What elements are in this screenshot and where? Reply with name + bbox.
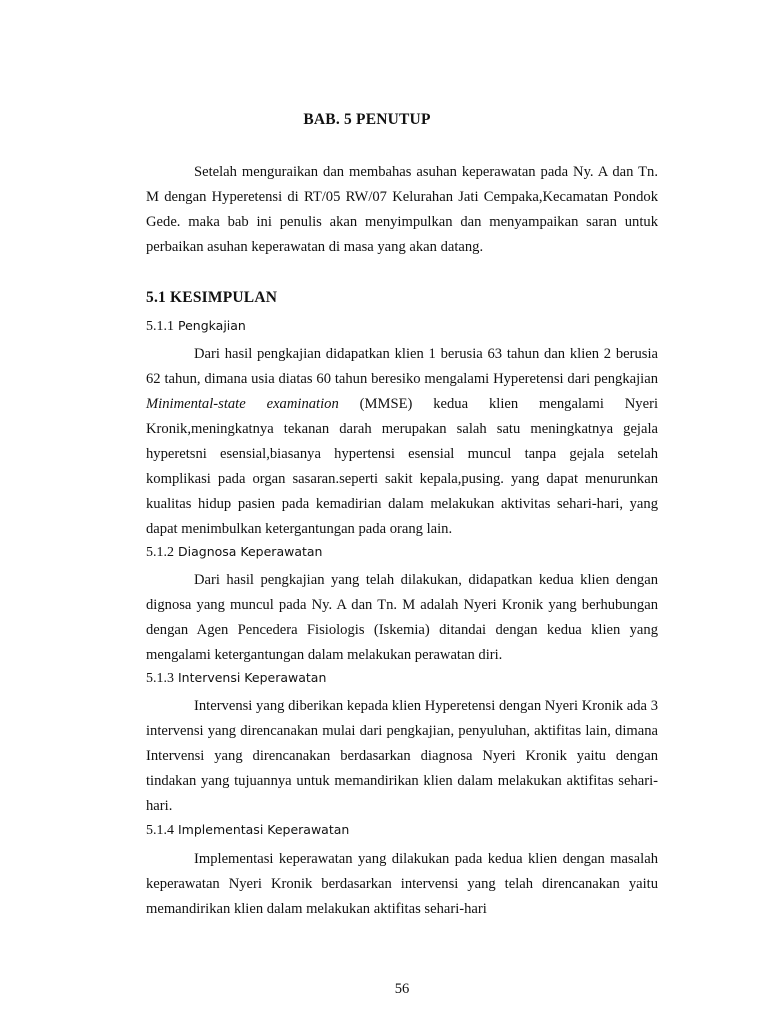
subsection-number: 5.1.2 (146, 545, 174, 560)
subsection-label: Diagnosa Keperawatan (178, 544, 323, 559)
section-heading: 5.1 KESIMPULAN (146, 289, 278, 306)
subsection-heading-pengkajian (146, 318, 246, 335)
paragraph-text: (MMSE) kedua klien mengalami Nyeri Kronik,meningkatnya tekanan darah merupakan salah satu meningkatnya gejala hyperetsni esensial,biasanya hypertensi esensial muncul tanpa gejala setelah komplikasi pada organ sasaran.seperti sakit kepala,pusing. yang dapat menurunkan kualitas hidup pasien pada kemadirian dalam melakukan aktivitas sehari-hari, yang dapat menimbulkan ketergantungan pada orang lain. (146, 396, 658, 537)
subsection-paragraph-pengkajian (146, 342, 658, 542)
page-number: 56 (394, 981, 410, 997)
chapter-title: BAB. 5 PENUTUP (303, 111, 431, 128)
italic-term: Minimental-state examination (146, 396, 339, 412)
intro-paragraph: Setelah menguraikan dan membahas asuhan keperawatan pada Ny. A dan Tn. M dengan Hyperetensi di RT/05 RW/07 Kelurahan Jati Cempaka,Kecamatan Pondok Gede. maka bab ini penulis akan menyimpulkan dan menyampaikan saran untuk perbaikan asuhan keperawatan di masa yang akan datang. (146, 164, 658, 255)
paragraph-text: Dari hasil pengkajian didapatkan klien 1 berusia 63 tahun dan klien 2 berusia 62 tahun, dimana usia diatas 60 tahun beresiko mengalami Hyperetensi dari pengkajian (146, 346, 658, 387)
subsection-heading-intervensi (146, 670, 326, 687)
subsection-number: 5.1.3 (146, 671, 174, 686)
subsection-paragraph-intervensi: Intervensi yang diberikan kepada klien Hyperetensi dengan Nyeri Kronik ada 3 intervensi yang direncanakan mulai dari pengkajian, penyuluhan, aktifitas lain, dimana Intervensi yang direncanakan berdasarkan diagnosa Nyeri Kronik yaitu dengan tindakan yang tujuannya untuk memandirikan klien dalam melakukan aktifitas sehari-hari. (146, 698, 658, 814)
subsection-heading-implementasi (146, 822, 349, 839)
subsection-number: 5.1.4 (146, 823, 174, 838)
subsection-label: Intervensi Keperawatan (178, 670, 327, 685)
subsection-heading-diagnosa (146, 544, 322, 561)
subsection-number: 5.1.1 (146, 319, 174, 334)
subsection-paragraph-diagnosa: Dari hasil pengkajian yang telah dilakukan, didapatkan kedua klien dengan dignosa yang muncul pada Ny. A dan Tn. M adalah Nyeri Kronik yang berhubungan dengan Agen Pencedera Fisiologis (Iskemia) ditandai dengan kedua klien yang mengalami ketergantungan dalam melakukan perawatan diri. (146, 572, 658, 663)
subsection-label: Implementasi Keperawatan (178, 822, 350, 837)
subsection-label: Pengkajian (178, 318, 246, 333)
subsection-paragraph-implementasi: Implementasi keperawatan yang dilakukan pada kedua klien dengan masalah keperawatan Nyeri Kronik berdasarkan intervensi yang telah direncanakan yaitu memandirikan klien dalam melakukan aktifitas sehari-hari (146, 851, 658, 917)
